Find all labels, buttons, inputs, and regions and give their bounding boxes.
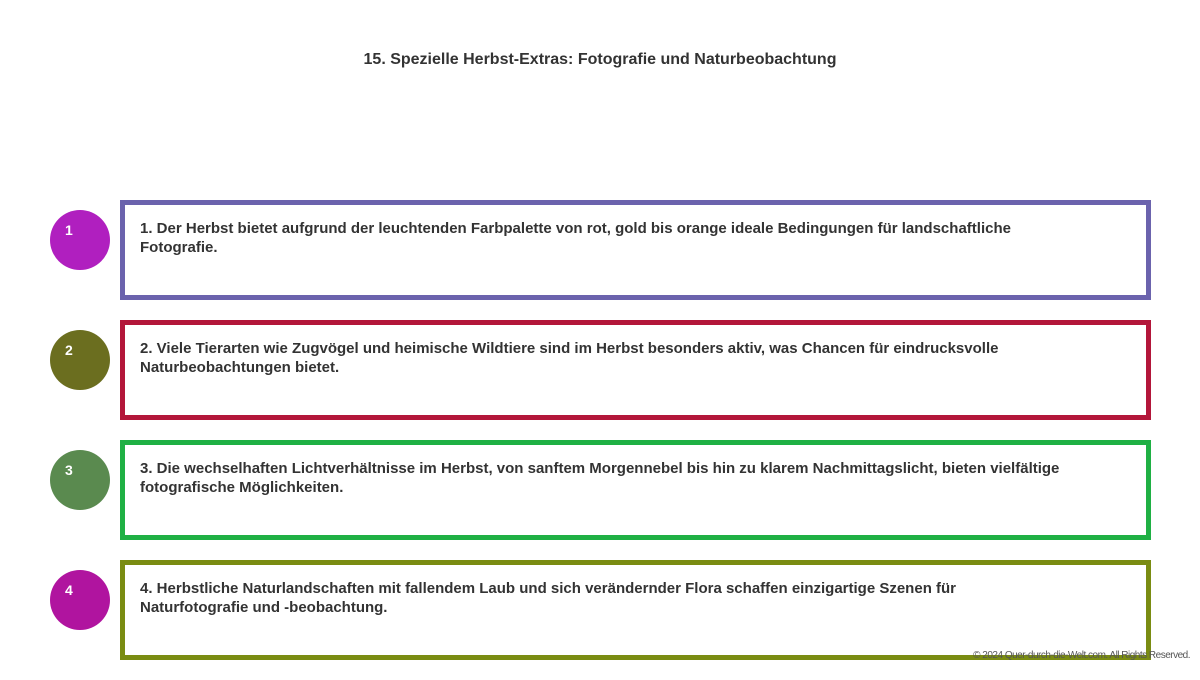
text-box	[120, 560, 1151, 660]
number-badge	[50, 330, 110, 390]
copyright-footer: © 2024 Quer-durch-die-Welt.com. All Rights Reserved.	[973, 650, 1190, 661]
number-badge	[50, 570, 110, 630]
text-box	[120, 320, 1151, 420]
item-text: 3. Die wechselhaften Lichtverhältnisse im Herbst, von sanftem Morgennebel bis hin zu klarem Nachmittagslicht, bieten vielfältige fotografische Möglichkeiten.	[140, 460, 1060, 496]
number-badge	[50, 450, 110, 510]
badge-number: 1	[65, 222, 73, 238]
item-text: 4. Herbstliche Naturlandschaften mit fallendem Laub und sich verändernder Flora schaffen einzigartige Szenen für Naturfotografie und -beobachtung.	[140, 580, 957, 616]
list-item	[0, 440, 1200, 540]
item-text: 2. Viele Tierarten wie Zugvögel und heimische Wildtiere sind im Herbst besonders aktiv, was Chancen für eindrucksvolle Naturbeobachtungen bietet.	[140, 340, 999, 376]
text-box	[120, 200, 1151, 300]
list-item	[0, 560, 1200, 660]
badge-number: 4	[65, 582, 73, 598]
item-text: 1. Der Herbst bietet aufgrund der leuchtenden Farbpalette von rot, gold bis orange ideale Bedingungen für landschaftliche Fotografie.	[140, 220, 1011, 256]
badge-number: 3	[65, 462, 73, 478]
list-item	[0, 320, 1200, 420]
slide-title: 15. Spezielle Herbst-Extras: Fotografie und Naturbeobachtung	[363, 51, 837, 68]
badge-number: 2	[65, 342, 73, 358]
number-badge	[50, 210, 110, 270]
text-box	[120, 440, 1151, 540]
list-item	[0, 200, 1200, 300]
